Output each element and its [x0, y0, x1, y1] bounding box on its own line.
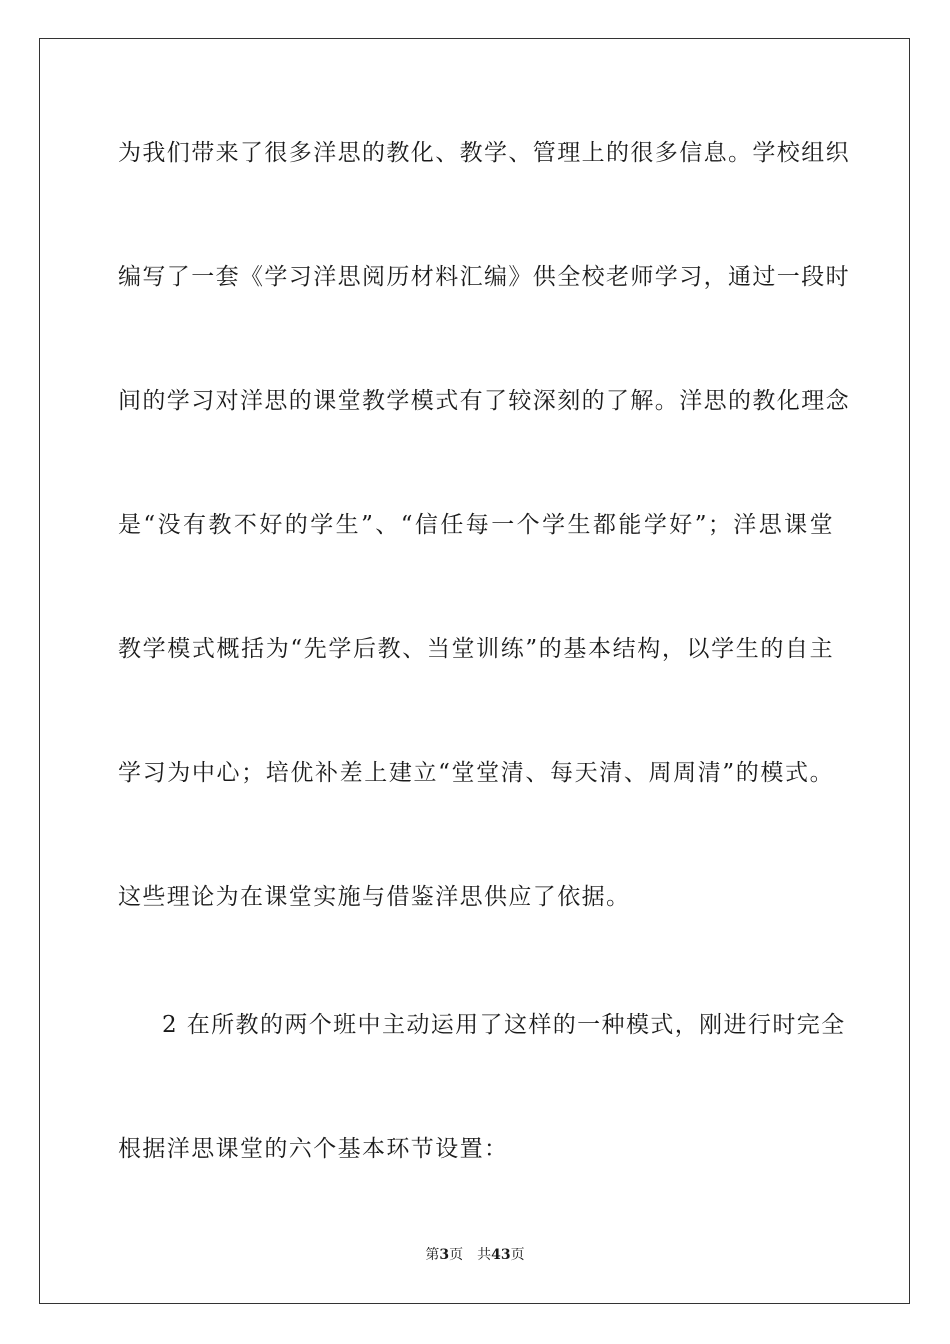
footer-total-prefix: 共 [477, 1247, 492, 1263]
footer-total-suffix: 页 [510, 1247, 525, 1263]
body-text-line-1: 为我们带来了很多洋思的教化、教学、管理上的很多信息。学校组织 [118, 140, 850, 166]
footer-page-suffix: 页 [449, 1247, 464, 1263]
page-footer [0, 1246, 950, 1264]
page-border [39, 38, 910, 1304]
body-text-line-8: 2 在所教的两个班中主动运用了这样的一种模式，刚进行时完全 [162, 1012, 846, 1038]
body-text-line-9: 根据洋思课堂的六个基本环节设置： [118, 1136, 509, 1162]
footer-total-pages: 43 [491, 1247, 511, 1263]
body-text-line-6: 学习为中心；培优补差上建立“堂堂清、每天清、周周清”的模式。 [118, 760, 834, 786]
body-text-line-4: 是“没有教不好的学生”、“信任每一个学生都能学好”；洋思课堂 [118, 512, 834, 538]
footer-page-number: 3 [439, 1247, 450, 1263]
body-text-line-7: 这些理论为在课堂实施与借鉴洋思供应了依据。 [118, 884, 631, 910]
body-text-line-2: 编写了一套《学习洋思阅历材料汇编》供全校老师学习，通过一段时 [118, 264, 850, 290]
footer-page-prefix: 第 [425, 1247, 440, 1263]
body-text-line-3: 间的学习对洋思的课堂教学模式有了较深刻的了解。洋思的教化理念 [118, 388, 850, 414]
body-text-line-5: 教学模式概括为“先学后教、当堂训练”的基本结构，以学生的自主 [118, 636, 834, 662]
